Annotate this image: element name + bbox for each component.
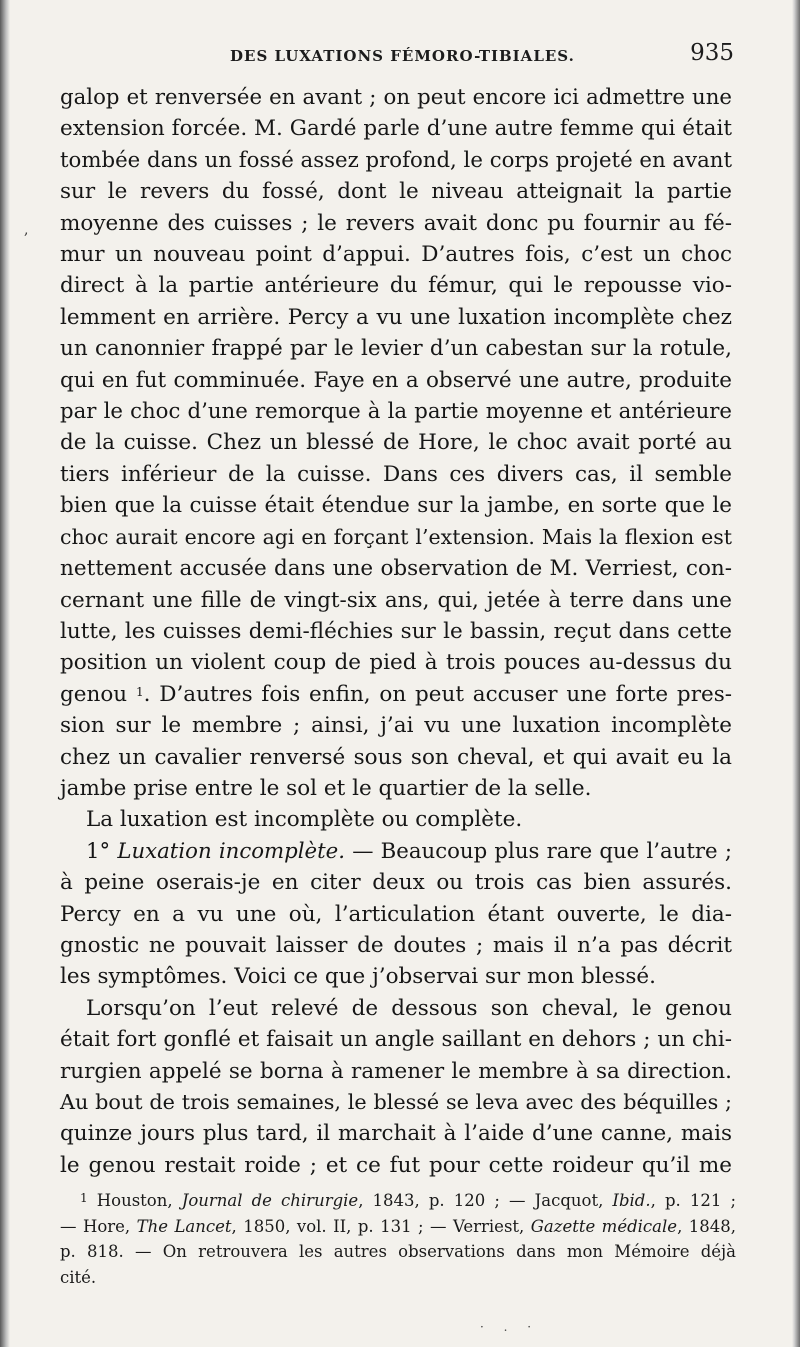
text-line: extension forcée. M. Gardé parle d’une autre femme qui était [60, 116, 732, 142]
footnote-ref: 1 [135, 684, 144, 699]
page-edge-right [792, 0, 800, 1347]
text-line: mur un nouveau point d’appui. D’autres fois, c’est un choc [60, 242, 732, 268]
text-line: à peine oserais-je en citer deux ou trois cas bien assurés. [60, 870, 732, 896]
text-line: gnostic ne pouvait laisser de doutes ; mais il n’a pas décrit [60, 932, 732, 958]
journal-title: Ibid. [612, 1191, 651, 1210]
page-edge-left [0, 0, 10, 1347]
text-line: quinze jours plus tard, il marchait à l’aide d’une canne, mais [60, 1121, 732, 1147]
section-heading-line [60, 836, 732, 867]
text-line: bien que la cuisse était étendue sur la jambe, en sorte que le [60, 493, 732, 519]
section-number: 1° [86, 838, 118, 864]
text-line: par le choc d’une remorque à la partie moyenne et antérieure [60, 399, 732, 425]
text-line: Percy en a vu une où, l’articulation étant ouverte, le dia- [60, 901, 732, 927]
text-line: Au bout de trois semaines, le blessé se leva avec des béquilles ; [60, 1090, 732, 1114]
text-line: un canonnier frappé par le levier d’un cabestan sur la rotule, [60, 336, 732, 362]
text-line: rurgien appelé se borna à ramener le membre à sa direction. [60, 1058, 732, 1084]
running-title: DES LUXATIONS FÉMORO-TIBIALES. [230, 47, 575, 65]
footnotes [60, 1188, 736, 1290]
footnote-line [60, 1214, 736, 1240]
text-line [60, 679, 732, 710]
text-fragment: , p. 121 ; [650, 1191, 736, 1210]
text-line: direct à la partie antérieure du fémur, qui le repousse vio- [60, 273, 732, 299]
text-line: sion sur le membre ; ainsi, j’ai vu une luxation incomplète [60, 713, 732, 739]
footnote-line: cité. [60, 1267, 97, 1287]
text-line: galop et renversée en avant ; on peut encore ici admettre une [60, 85, 732, 110]
text-line: tombée dans un fossé assez profond, le corps projeté en avant [60, 147, 732, 173]
text-line: tiers inférieur de la cuisse. Dans ces divers cas, il semble [60, 461, 732, 487]
print-specks: · . · [480, 1320, 540, 1334]
text-line: position un violent coup de pied à trois pouces au-dessus du [60, 650, 732, 676]
text-line: lemment en arrière. Percy a vu une luxation incomplète chez [60, 304, 732, 330]
text-fragment: Houston, [87, 1191, 182, 1210]
text-line: était fort gonflé et faisait un angle saillant en dehors ; un chi- [60, 1027, 732, 1053]
text-fragment: . D’autres fois enfin, on peut accuser une forte pres- [143, 681, 732, 707]
journal-title: Journal de chirurgie [181, 1191, 359, 1210]
page-number: 935 [690, 40, 734, 66]
text-fragment: — Hore, [60, 1216, 137, 1236]
text-line: chez un cavalier renversé sous son cheval, et qui avait eu la [60, 744, 732, 770]
text-line: choc aurait encore agi en forçant l’extension. Mais la flexion est [60, 524, 732, 549]
running-head [60, 40, 740, 70]
footnote-line: p. 818. — On retrouvera les autres observations dans mon Mémoire déjà [60, 1242, 736, 1261]
section-title: Luxation incomplète. [117, 838, 346, 864]
body-text [60, 82, 732, 1181]
text-fragment: , 1843, p. 120 ; — Jacquot, [358, 1191, 613, 1210]
journal-title: The Lancet [136, 1216, 232, 1236]
text-line: jambe prise entre le sol et le quartier de la selle. [60, 775, 592, 801]
text-line: lutte, les cuisses demi-fléchies sur le bassin, reçut dans cette [60, 618, 732, 644]
margin-mark: , [24, 222, 29, 238]
journal-title: Gazette médicale [530, 1216, 678, 1236]
paragraph-line: Lorsqu’on l’eut relevé de dessous son cheval, le genou [86, 995, 732, 1021]
footnote-separator [60, 1176, 732, 1177]
text-fragment: — Beaucoup plus rare que l’autre ; [345, 838, 732, 864]
footnote-marker: 1 [80, 1191, 88, 1205]
text-line: sur le revers du fossé, dont le niveau atteignait la partie [60, 179, 732, 205]
text-fragment: , 1850, vol. II, p. 131 ; — Verriest, [231, 1216, 531, 1236]
paragraph-line: La luxation est incomplète ou complète. [86, 807, 523, 833]
text-line: qui en fut comminuée. Faye en a observé une autre, produite [60, 367, 732, 393]
text-fragment: , 1848, [677, 1216, 736, 1236]
text-line: de la cuisse. Chez un blessé de Hore, le choc avait porté au [60, 430, 732, 456]
text-line: nettement accusée dans une observation de M. Verriest, con- [60, 556, 732, 582]
text-line: cernant une fille de vingt-six ans, qui, jetée à terre dans une [60, 587, 732, 613]
text-line: moyenne des cuisses ; le revers avait donc pu fournir au fé- [60, 210, 732, 236]
text-line: les symptômes. Voici ce que j’observai sur mon blessé. [60, 964, 656, 990]
text-fragment: genou [60, 681, 136, 707]
text-line: le genou restait roide ; et ce fut pour cette roideur qu’il me [60, 1152, 732, 1178]
footnote-line [60, 1188, 736, 1214]
